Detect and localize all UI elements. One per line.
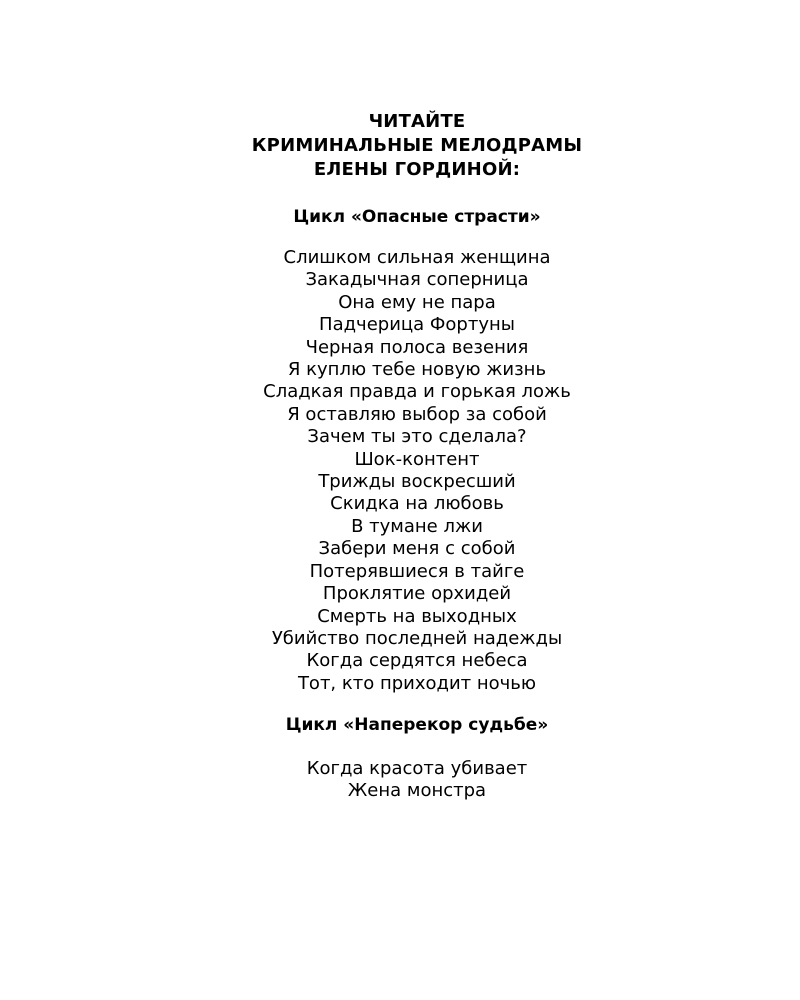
book-title: Смерть на выходных [317, 605, 517, 627]
book-title: Когда красота убивает [306, 758, 528, 779]
book-title: Черная полоса везения [305, 336, 529, 358]
book-title: Когда сердятся небеса [306, 650, 528, 672]
book-title: Жена монстра [347, 780, 487, 802]
heading-line-2: КРИМИНАЛЬНЫЕ МЕЛОДРАМЫ [251, 135, 583, 156]
book-title: Я оставляю выбор за собой [287, 403, 547, 425]
book-title: Проклятие орхидей [322, 583, 512, 605]
book-title: В тумане лжи [351, 515, 483, 537]
heading-line-1: ЧИТАЙТЕ [368, 111, 466, 132]
page-heading [0, 110, 800, 182]
cycle-title-dangerous-passions: Цикл «Опасные страсти» [293, 207, 541, 227]
book-title: Убийство последней надежды [271, 627, 563, 649]
book-title: Забери меня с собой [318, 538, 516, 560]
book-title: Трижды воскресший [318, 471, 516, 493]
book-title: Потерявшиеся в тайге [309, 560, 525, 582]
book-list-against-fate [0, 758, 800, 803]
book-title: Я куплю тебе новую жизнь [287, 359, 547, 381]
book-title: Слишком сильная женщина [283, 247, 551, 268]
book-title: Она ему не пара [338, 291, 496, 313]
book-title: Зачем ты это сделала? [307, 426, 527, 448]
book-title: Сладкая правда и горькая ложь [263, 381, 571, 403]
book-title: Падчерица Фортуны [319, 314, 515, 336]
book-title: Закадычная соперница [305, 269, 529, 291]
book-title: Шок-контент [354, 448, 480, 470]
book-title: Скидка на любовь [330, 493, 504, 515]
book-title: Тот, кто приходит ночью [297, 672, 537, 694]
book-list-dangerous-passions [0, 247, 800, 695]
cycle-title-against-fate: Цикл «Наперекор судьбе» [285, 715, 549, 735]
heading-line-3: ЕЛЕНЫ ГОРДИНОЙ: [313, 159, 521, 180]
